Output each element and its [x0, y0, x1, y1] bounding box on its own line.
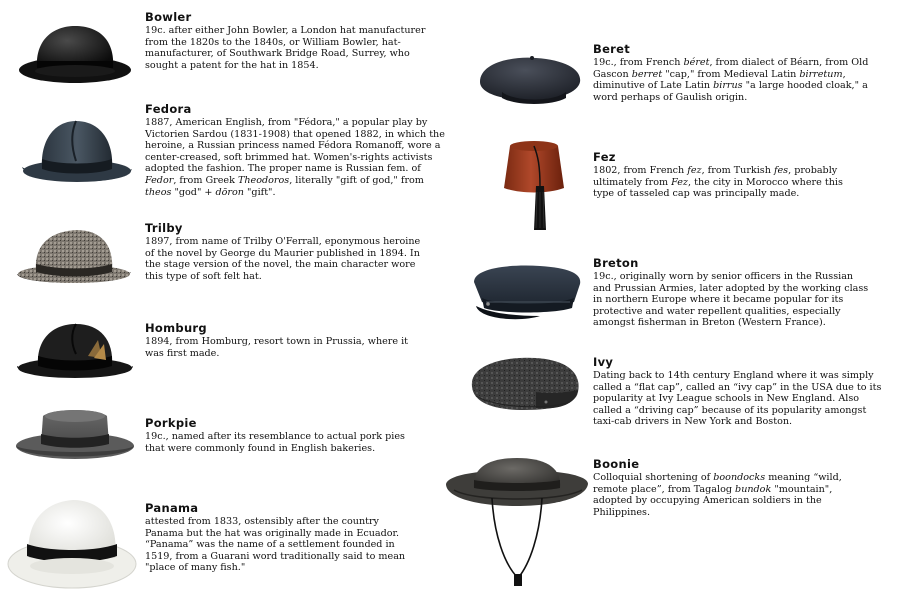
hat-name: Beret: [593, 42, 631, 56]
text-run: ultimately from: [593, 176, 672, 188]
text-run: Victorien Sardou (1831-1908) that opened 1882, in which the: [145, 128, 445, 140]
description-line: [145, 562, 455, 574]
text-run: from the 1820s to the 1840s, or William Bowler, hat-: [145, 36, 401, 48]
text-run: adopted the fashion. The proper name is Russian fem. of: [145, 163, 421, 175]
text-run: , from Turkish: [701, 165, 774, 176]
description-line: [145, 271, 455, 283]
text-run: of the novel by George du Maurier published in 1894. In: [145, 247, 420, 259]
hat-name: Bowler: [145, 10, 192, 24]
entry-beret: [593, 42, 893, 103]
hat-name: Fedora: [145, 102, 192, 116]
description-line: [593, 405, 893, 417]
italic-term: boondocks: [713, 472, 766, 483]
entry-breton: [593, 256, 893, 329]
description-line: [145, 117, 460, 129]
description-line: [145, 129, 460, 141]
text-run: protective and water repellent qualities, especially: [593, 305, 841, 317]
description-line: [145, 163, 460, 175]
text-run: and Prussian Armies, later adopted by the working class: [593, 282, 869, 294]
text-run: "place of many fish.": [145, 562, 246, 574]
hat-description: [145, 117, 460, 198]
italic-term: Fez: [671, 176, 688, 188]
description-line: [145, 37, 455, 49]
text-run: “Panama” was the name of a settlement founded in: [145, 539, 395, 551]
text-run: attested from 1833, ostensibly after the country: [145, 516, 379, 527]
beret-hat-icon: [474, 52, 586, 108]
entry-homburg: [145, 321, 455, 359]
hat-description: [145, 431, 455, 454]
text-run: in northern Europe where it became popular for its: [593, 294, 844, 306]
hat-name: Boonie: [593, 457, 640, 471]
hat-name: Panama: [145, 501, 199, 515]
entry-ivy: [593, 355, 893, 428]
hat-name: Trilby: [145, 221, 183, 235]
description-line: [145, 248, 455, 260]
description-line: [593, 507, 893, 519]
hat-name: Breton: [593, 256, 639, 270]
description-line: [593, 484, 893, 496]
italic-term: birretum: [799, 68, 843, 80]
text-run: "god" +: [171, 186, 216, 198]
text-run: 19c., originally worn by senior officers in the Russian: [593, 271, 854, 282]
text-run: word perhaps of Gaulish origin.: [593, 91, 748, 103]
text-run: , from Greek: [173, 174, 238, 186]
description-line: [593, 495, 893, 507]
trilby-hat-icon: [14, 222, 134, 294]
breton-cap-icon: [470, 262, 586, 324]
description-line: [593, 188, 893, 200]
italic-term: fes: [773, 165, 789, 176]
text-run: Dating back to 14th century England where it was simply: [593, 370, 874, 381]
porkpie-hat-icon: [13, 402, 137, 468]
text-run: Colloquial shortening of: [593, 472, 714, 483]
description-line: [145, 187, 460, 199]
text-run: , from dialect of Béarn, from Old: [709, 57, 869, 68]
description-line: [593, 317, 893, 329]
italic-term: birrus: [713, 80, 743, 92]
text-run: "gift".: [243, 186, 276, 198]
description-line: [593, 370, 893, 382]
description-line: [145, 443, 455, 455]
text-run: called a “driving cap” because of its popularity amongst: [593, 404, 867, 416]
description-line: [593, 165, 893, 177]
description-line: [145, 516, 455, 528]
hat-description: [593, 57, 893, 103]
description-line: [145, 551, 455, 563]
description-line: [145, 528, 455, 540]
text-run: sought a patent for the hat in 1854.: [145, 59, 319, 71]
italic-term: fez: [687, 165, 702, 176]
text-run: 19c., from French: [593, 57, 684, 68]
description-line: [593, 416, 893, 428]
ivy-cap-icon: [466, 352, 586, 420]
fez-hat-icon: [494, 136, 574, 240]
text-run: "cap," from Medieval Latin: [662, 68, 800, 80]
text-run: heroine, a Russian princess named Fédora Romanoff, wore a: [145, 140, 441, 152]
entry-panama: [145, 501, 455, 574]
text-run: center-creased, soft brimmed hat. Women's-rights activists: [145, 151, 433, 163]
boonie-hat-icon: [444, 454, 590, 590]
text-run: , the city in Morocco where this: [688, 176, 843, 188]
text-run: , literally "gift of god," from: [289, 174, 424, 186]
description-line: [593, 80, 893, 92]
text-run: Panama but the hat was originally made in Ecuador.: [145, 527, 400, 539]
text-run: popularity at Ivy League schools in New England. Also: [593, 393, 860, 405]
description-line: [593, 382, 893, 394]
text-run: 1802, from French: [593, 165, 688, 176]
description-line: [145, 431, 455, 443]
description-line: [145, 48, 455, 60]
text-run: ,: [842, 68, 846, 80]
text-run: diminutive of Late Latin: [593, 80, 714, 92]
hat-description: [593, 165, 893, 200]
text-run: 19c. after either John Bowler, a London hat manufacturer: [145, 25, 426, 36]
hat-description: [145, 516, 455, 574]
description-line: [145, 539, 455, 551]
text-run: the stage version of the novel, the main character wore: [145, 259, 416, 271]
text-run: this type of soft felt hat.: [145, 270, 262, 282]
description-line: [145, 25, 455, 37]
hat-description: [593, 472, 893, 518]
description-line: [145, 348, 455, 360]
description-line: [593, 393, 893, 405]
hat-description: [145, 236, 455, 282]
description-line: [145, 236, 455, 248]
entry-boonie: [593, 457, 893, 518]
text-run: meaning “wild,: [765, 472, 842, 483]
text-run: was first made.: [145, 347, 220, 359]
description-line: [593, 69, 893, 81]
hat-name: Fez: [593, 150, 616, 164]
description-line: [593, 92, 893, 104]
italic-term: béret: [683, 57, 710, 68]
entry-fez: [593, 150, 893, 200]
panama-hat-icon: [5, 492, 139, 596]
hat-description: [593, 370, 893, 428]
entry-bowler: [145, 10, 455, 71]
hat-description: [145, 25, 455, 71]
entry-fedora: [145, 102, 460, 198]
text-run: 1897, from name of Trilby O'Ferrall, eponymous heroine: [145, 236, 421, 247]
text-run: , probably: [788, 165, 838, 176]
description-line: [593, 283, 893, 295]
entry-trilby: [145, 221, 455, 282]
text-run: amongst fisherman in Breton (Western France).: [593, 317, 826, 329]
text-run: type of tasseled cap was principally made.: [593, 188, 800, 200]
italic-term: Theodoros: [237, 174, 290, 186]
text-run: Gascon: [593, 68, 632, 80]
description-line: [593, 177, 893, 189]
hat-name: Ivy: [593, 355, 614, 369]
description-line: [593, 271, 893, 283]
fedora-hat-icon: [18, 115, 136, 195]
homburg-hat-icon: [14, 318, 136, 390]
italic-term: Fedor: [145, 174, 174, 186]
description-line: [145, 152, 460, 164]
text-run: 1519, from a Guarani word traditionally said to mean: [145, 550, 406, 562]
italic-term: theos: [145, 186, 172, 198]
entry-porkpie: [145, 416, 455, 454]
text-run: manufacturer, of Southwark Bridge Road, Surrey, who: [145, 48, 410, 60]
bowler-hat-icon: [15, 18, 133, 88]
description-line: [593, 294, 893, 306]
description-line: [145, 140, 460, 152]
hat-name: Homburg: [145, 321, 207, 335]
description-line: [593, 57, 893, 69]
hat-description: [593, 271, 893, 329]
text-run: adopted by occupying American soldiers in the: [593, 495, 822, 507]
description-line: [145, 175, 460, 187]
italic-term: bundok: [735, 483, 772, 495]
text-run: taxi-cab drivers in New York and Boston.: [593, 416, 793, 428]
italic-term: dōron: [215, 186, 244, 198]
text-run: 19c., named after its resemblance to actual pork pies: [145, 431, 405, 442]
text-run: 1887, American English, from "Fédora," a popular play by: [145, 117, 428, 128]
description-line: [145, 60, 455, 72]
text-run: Philippines.: [593, 506, 651, 518]
text-run: "mountain",: [771, 483, 833, 495]
text-run: called a “flat cap”, called an “ivy cap” in the USA due to its: [593, 381, 882, 393]
description-line: [593, 306, 893, 318]
text-run: 1894, from Homburg, resort town in Prussia, where it: [145, 336, 409, 347]
hat-name: Porkpie: [145, 416, 197, 430]
hat-description: [145, 336, 455, 359]
text-run: remote place”, from Tagalog: [593, 483, 736, 495]
description-line: [145, 259, 455, 271]
italic-term: berret: [631, 68, 663, 80]
description-line: [145, 336, 455, 348]
text-run: "a large hooded cloak," a: [742, 80, 868, 92]
text-run: that were commonly found in English bakeries.: [145, 442, 376, 454]
description-line: [593, 472, 893, 484]
